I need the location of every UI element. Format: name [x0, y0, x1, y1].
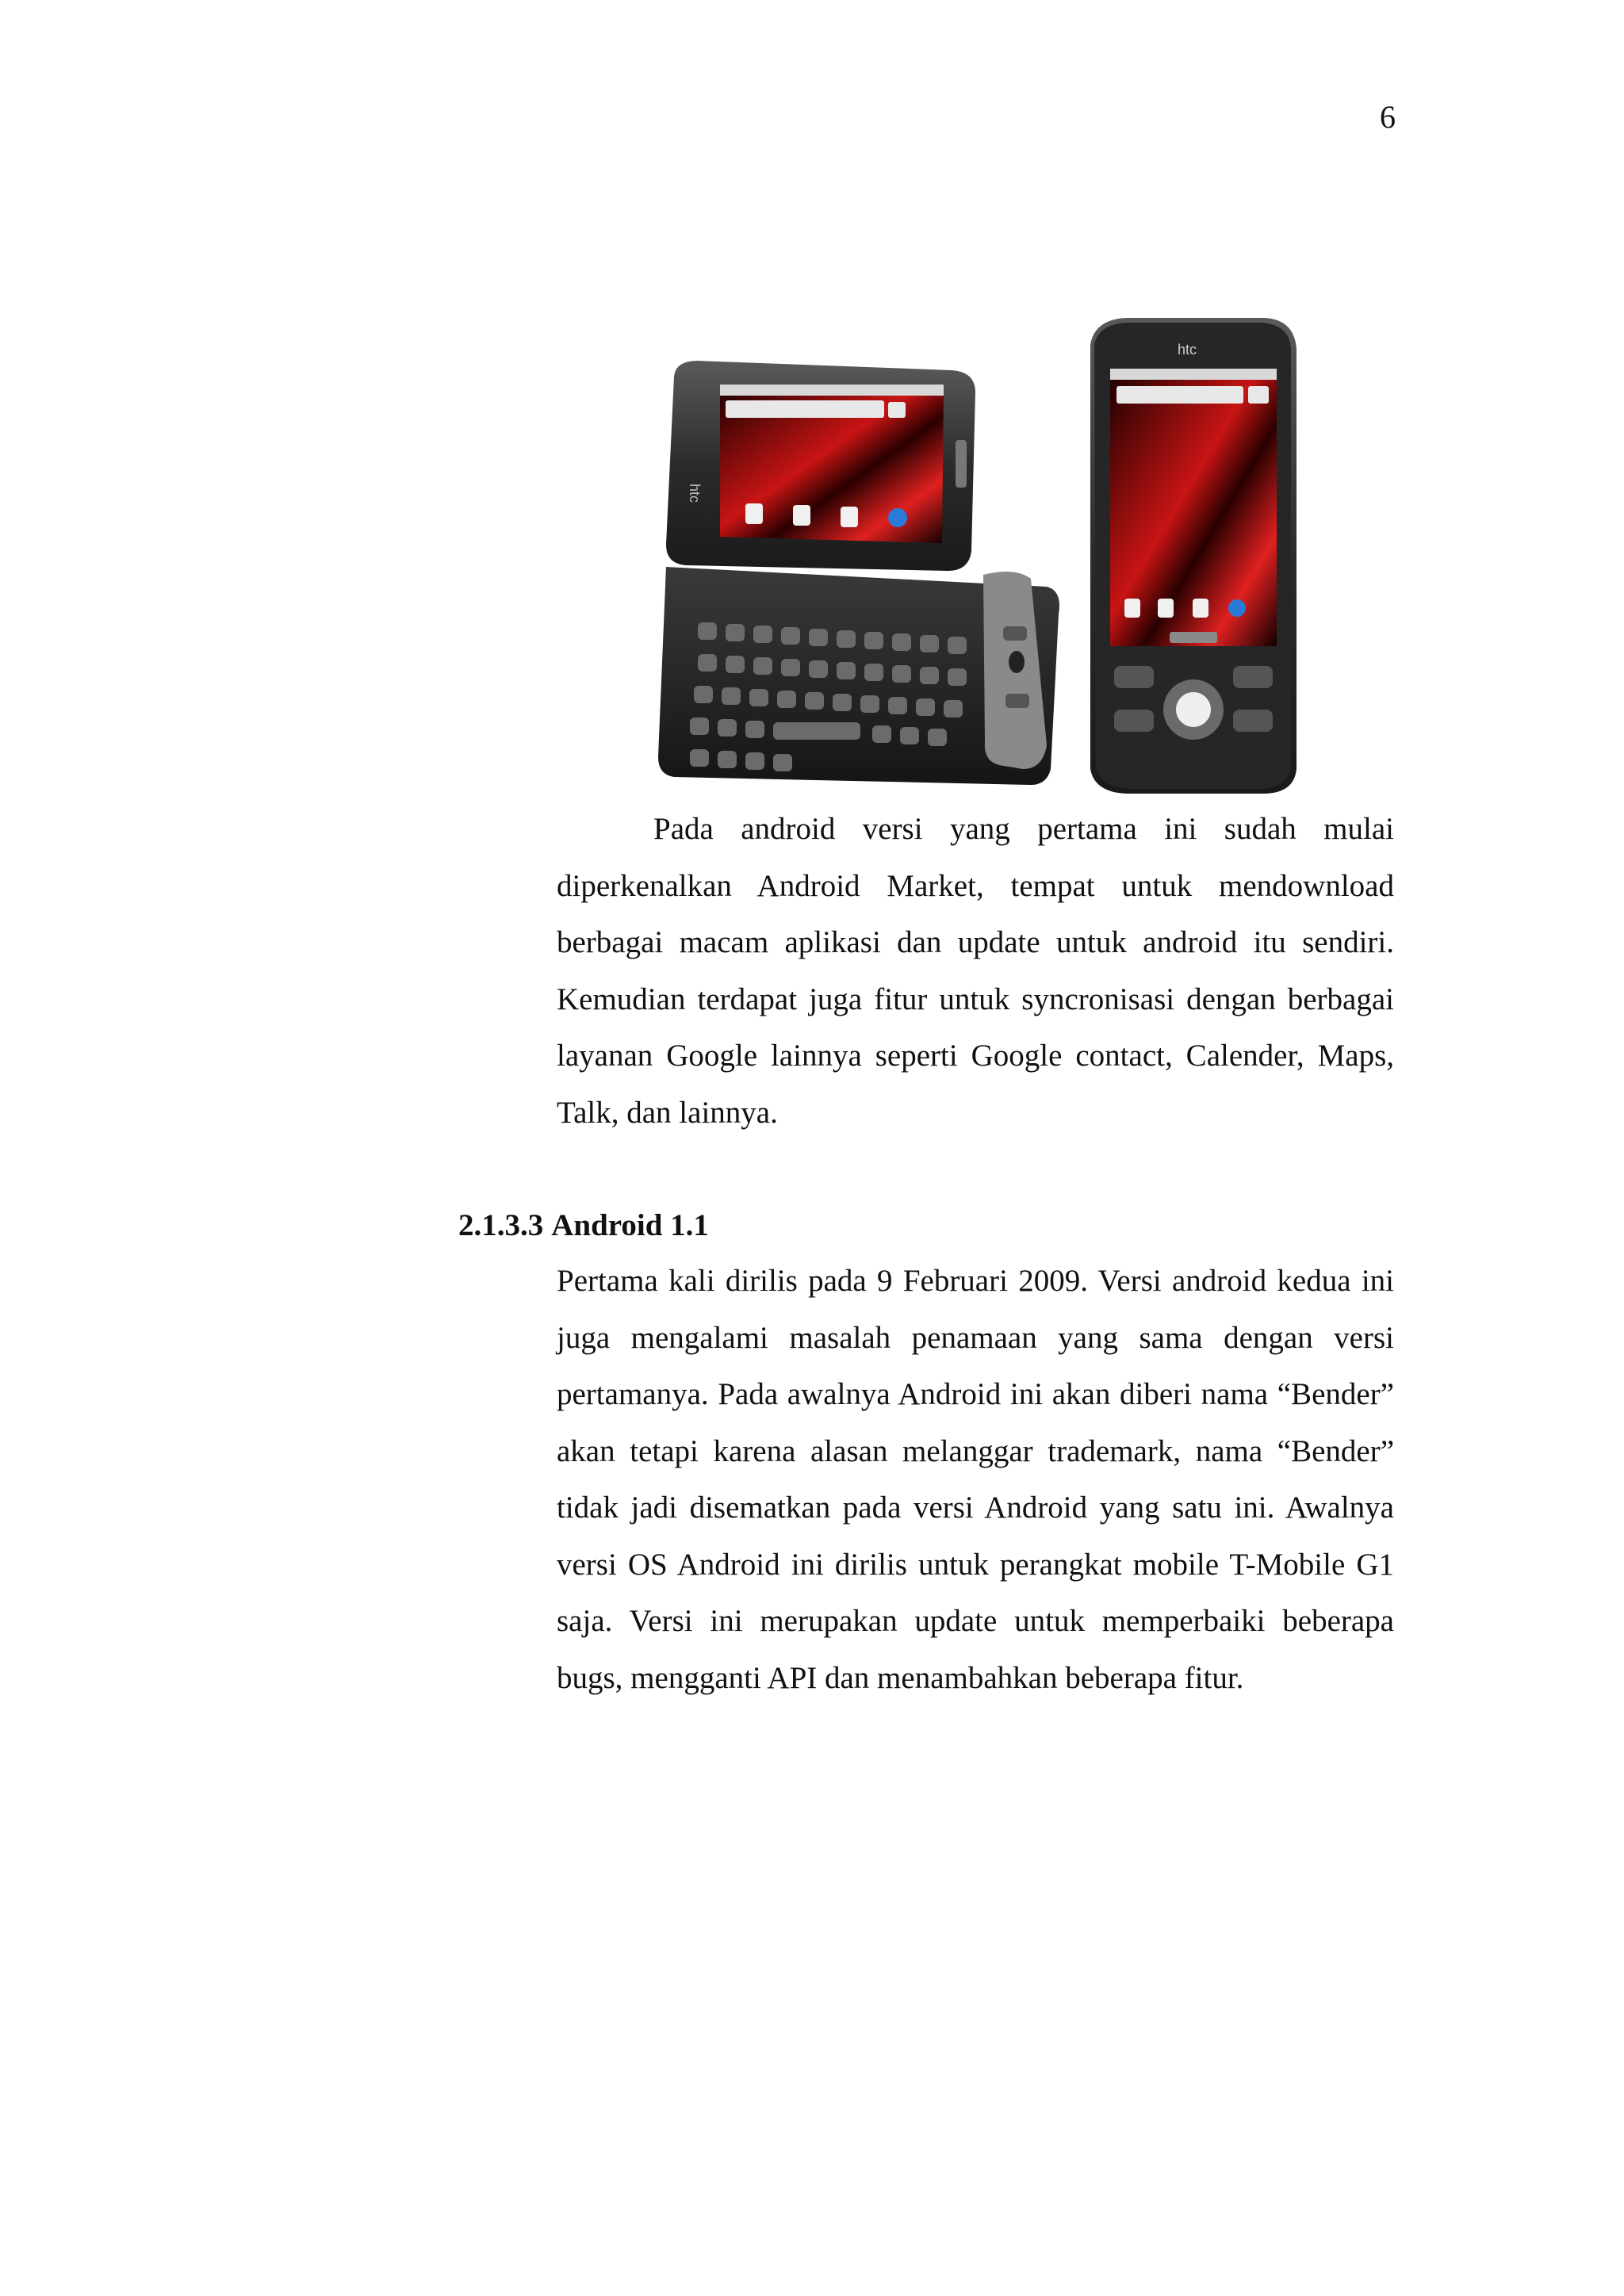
- svg-text:htc: htc: [1178, 342, 1197, 358]
- page-number: 6: [1380, 99, 1396, 135]
- section-number: 2.1.3.3: [458, 1208, 544, 1242]
- section-heading: [458, 1197, 709, 1254]
- paragraph-android-1-1: Pertama kali dirilis pada 9 Februari 2009. Versi android kedua ini juga mengalami masalah penamaan yang sama dengan versi pertamanya. Pada awalnya Android ini akan diberi nama “Bender” akan tetapi karena alasan melanggar trademark, nama “Bender” tidak jadi disematkan pada versi Android yang satu ini. Awalnya versi OS Android ini dirilis untuk perangkat mobile T-Mobile G1 saja. Versi ini merupakan update untuk memperbaiki beberapa bugs, mengganti API dan menambahkan beberapa fitur.: [557, 1264, 1394, 1695]
- section-title: Android 1.1: [551, 1208, 709, 1242]
- svg-text:htc: htc: [687, 484, 703, 503]
- paragraph-android-1-0: Pada android versi yang pertama ini sudah mulai diperkenalkan Android Market, tempat untuk mendownload berbagai macam aplikasi dan update untuk android itu sendiri. Kemudian terdapat juga fitur untuk syncronisasi dengan berbagai layanan Google lainnya seperti Google contact, Calender, Maps, Talk, dan lainnya.: [557, 812, 1394, 1130]
- g1-phone: [658, 361, 1059, 785]
- htc-phones-icon: [650, 313, 1300, 797]
- phones-figure: [650, 313, 1300, 797]
- magic-phone: [1090, 318, 1297, 794]
